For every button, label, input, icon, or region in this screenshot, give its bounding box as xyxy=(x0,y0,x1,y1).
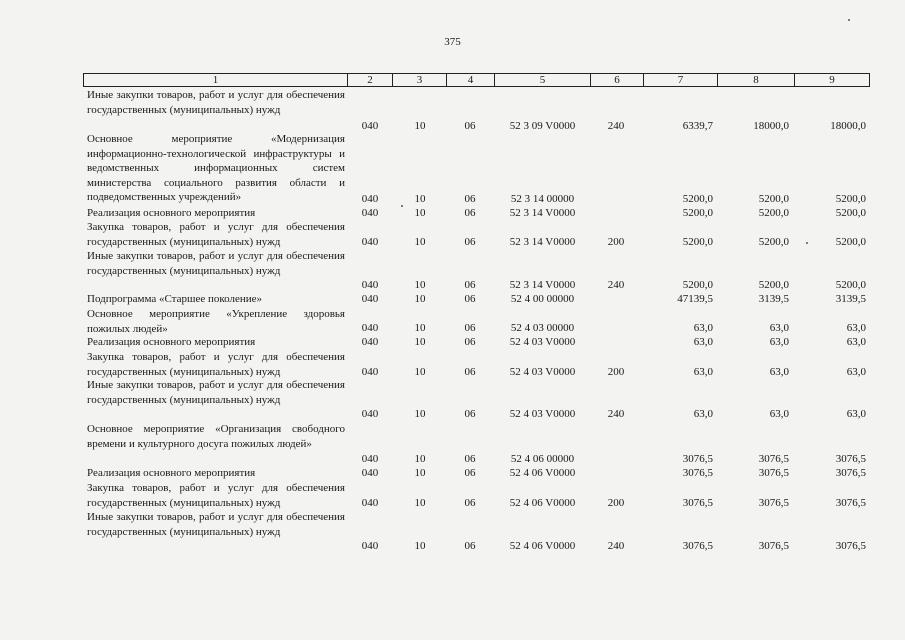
cell-subsection: 06 xyxy=(464,497,476,509)
cell-type: 240 xyxy=(607,408,625,420)
header-col-1: 1 xyxy=(83,73,347,87)
cell-sum-1: 47139,5 xyxy=(677,293,713,305)
cell-sum-2: 5200,0 xyxy=(758,236,789,248)
scan-speck xyxy=(806,242,808,244)
cell-subsection: 06 xyxy=(464,120,476,132)
cell-sum-2: 3076,5 xyxy=(758,540,789,552)
cell-sum-2: 63,0 xyxy=(769,408,789,420)
cell-sum-1: 63,0 xyxy=(693,366,713,378)
cell-sum-2: 3076,5 xyxy=(758,467,789,479)
header-col-6: 6 xyxy=(590,73,643,87)
cell-sum-2: 63,0 xyxy=(769,322,789,334)
cell-code: 040 xyxy=(361,193,379,205)
cell-type: 200 xyxy=(607,236,625,248)
cell-code: 040 xyxy=(361,336,379,348)
cell-type: 200 xyxy=(607,497,625,509)
cell-sum-1: 5200,0 xyxy=(682,279,713,291)
cell-sum-1: 5200,0 xyxy=(682,236,713,248)
cell-sum-3: 3139,5 xyxy=(835,293,866,305)
cell-subsection: 06 xyxy=(464,322,476,334)
cell-target: 52 3 14 00000 xyxy=(510,193,575,205)
cell-code: 040 xyxy=(361,453,379,465)
cell-section: 10 xyxy=(414,467,426,479)
cell-sum-3: 5200,0 xyxy=(835,236,866,248)
cell-target: 52 4 03 00000 xyxy=(510,322,575,334)
cell-sum-3: 5200,0 xyxy=(835,207,866,219)
cell-sum-2: 63,0 xyxy=(769,336,789,348)
cell-code: 040 xyxy=(361,120,379,132)
cell-section: 10 xyxy=(414,293,426,305)
cell-code: 040 xyxy=(361,540,379,552)
cell-sum-3: 5200,0 xyxy=(835,193,866,205)
cell-section: 10 xyxy=(414,408,426,420)
row-description: Иные закупки товаров, работ и услуг для обеспечения государственных (муниципальных) нужд xyxy=(87,250,345,277)
cell-target: 52 4 03 V0000 xyxy=(509,366,576,378)
row-description: Иные закупки товаров, работ и услуг для обеспечения государственных (муниципальных) нужд xyxy=(87,379,345,406)
row-description: Подпрограмма «Старшее поколение» xyxy=(87,293,263,305)
cell-type: 240 xyxy=(607,279,625,291)
cell-sum-1: 63,0 xyxy=(693,408,713,420)
cell-sum-2: 5200,0 xyxy=(758,193,789,205)
cell-target: 52 4 06 V0000 xyxy=(509,467,576,479)
cell-sum-1: 3076,5 xyxy=(682,453,713,465)
cell-section: 10 xyxy=(414,236,426,248)
cell-subsection: 06 xyxy=(464,207,476,219)
cell-target: 52 3 09 V0000 xyxy=(509,120,576,132)
cell-subsection: 06 xyxy=(464,293,476,305)
cell-code: 040 xyxy=(361,497,379,509)
cell-subsection: 06 xyxy=(464,540,476,552)
header-col-8: 8 xyxy=(717,73,794,87)
cell-code: 040 xyxy=(361,467,379,479)
cell-sum-1: 5200,0 xyxy=(682,207,713,219)
table-header xyxy=(83,73,870,87)
page-number: 375 xyxy=(444,36,461,48)
row-description: Реализация основного мероприятия xyxy=(87,207,256,219)
cell-code: 040 xyxy=(361,322,379,334)
cell-subsection: 06 xyxy=(464,408,476,420)
row-description: Основное мероприятие «Укрепление здоровья пожилых людей» xyxy=(87,308,345,335)
cell-code: 040 xyxy=(361,293,379,305)
cell-sum-2: 63,0 xyxy=(769,366,789,378)
cell-sum-3: 3076,5 xyxy=(835,467,866,479)
cell-subsection: 06 xyxy=(464,236,476,248)
cell-sum-2: 5200,0 xyxy=(758,279,789,291)
row-description: Закупка товаров, работ и услуг для обеспечения государственных (муниципальных) нужд xyxy=(87,351,345,378)
cell-section: 10 xyxy=(414,207,426,219)
cell-type: 240 xyxy=(607,540,625,552)
cell-code: 040 xyxy=(361,408,379,420)
cell-type: 200 xyxy=(607,366,625,378)
cell-sum-1: 5200,0 xyxy=(682,193,713,205)
cell-sum-3: 63,0 xyxy=(846,322,866,334)
cell-code: 040 xyxy=(361,207,379,219)
cell-sum-1: 63,0 xyxy=(693,322,713,334)
cell-sum-1: 63,0 xyxy=(693,336,713,348)
cell-sum-3: 5200,0 xyxy=(835,279,866,291)
cell-sum-2: 3076,5 xyxy=(758,497,789,509)
header-col-4: 4 xyxy=(446,73,494,87)
cell-sum-2: 18000,0 xyxy=(753,120,789,132)
cell-target: 52 4 06 V0000 xyxy=(509,497,576,509)
cell-code: 040 xyxy=(361,236,379,248)
row-description: Основное мероприятие «Модернизация информационно-технологической инфраструктуры и ведомственных информационных систем министерства социального развития области и подведомственных учреждений» xyxy=(87,133,345,203)
cell-sum-1: 3076,5 xyxy=(682,540,713,552)
cell-code: 040 xyxy=(361,366,379,378)
header-col-3: 3 xyxy=(392,73,446,87)
cell-sum-3: 18000,0 xyxy=(830,120,866,132)
cell-subsection: 06 xyxy=(464,279,476,291)
cell-type: 240 xyxy=(607,120,625,132)
cell-sum-2: 5200,0 xyxy=(758,207,789,219)
cell-sum-1: 3076,5 xyxy=(682,497,713,509)
cell-subsection: 06 xyxy=(464,193,476,205)
row-description: Закупка товаров, работ и услуг для обеспечения государственных (муниципальных) нужд xyxy=(87,221,345,248)
cell-section: 10 xyxy=(414,336,426,348)
cell-target: 52 4 06 V0000 xyxy=(509,540,576,552)
cell-subsection: 06 xyxy=(464,453,476,465)
header-col-7: 7 xyxy=(643,73,717,87)
row-description: Основное мероприятие «Организация свободного времени и культурного досуга пожилых людей» xyxy=(87,423,345,450)
cell-sum-2: 3076,5 xyxy=(758,453,789,465)
row-description: Реализация основного мероприятия xyxy=(87,336,256,348)
cell-target: 52 3 14 V0000 xyxy=(509,236,576,248)
cell-section: 10 xyxy=(414,322,426,334)
row-description: Реализация основного мероприятия xyxy=(87,467,256,479)
cell-section: 10 xyxy=(414,193,426,205)
cell-code: 040 xyxy=(361,279,379,291)
cell-subsection: 06 xyxy=(464,467,476,479)
row-description: Закупка товаров, работ и услуг для обеспечения государственных (муниципальных) нужд xyxy=(87,482,345,509)
cell-sum-2: 3139,5 xyxy=(758,293,789,305)
scan-speck xyxy=(848,19,850,21)
cell-section: 10 xyxy=(414,540,426,552)
row-description: Иные закупки товаров, работ и услуг для обеспечения государственных (муниципальных) нужд xyxy=(87,511,345,538)
cell-sum-3: 63,0 xyxy=(846,366,866,378)
cell-target: 52 4 03 V0000 xyxy=(509,408,576,420)
cell-target: 52 3 14 V0000 xyxy=(509,207,576,219)
cell-sum-3: 3076,5 xyxy=(835,453,866,465)
cell-target: 52 3 14 V0000 xyxy=(509,279,576,291)
cell-section: 10 xyxy=(414,120,426,132)
cell-section: 10 xyxy=(414,366,426,378)
header-col-9: 9 xyxy=(794,73,870,87)
cell-sum-3: 3076,5 xyxy=(835,497,866,509)
header-col-2: 2 xyxy=(347,73,392,87)
row-description: Иные закупки товаров, работ и услуг для обеспечения государственных (муниципальных) нужд xyxy=(87,89,345,116)
cell-sum-3: 63,0 xyxy=(846,408,866,420)
cell-sum-3: 3076,5 xyxy=(835,540,866,552)
cell-target: 52 4 06 00000 xyxy=(510,453,575,465)
cell-sum-3: 63,0 xyxy=(846,336,866,348)
cell-subsection: 06 xyxy=(464,366,476,378)
cell-target: 52 4 00 00000 xyxy=(510,293,575,305)
header-col-5: 5 xyxy=(494,73,590,87)
cell-subsection: 06 xyxy=(464,336,476,348)
cell-section: 10 xyxy=(414,497,426,509)
scan-speck xyxy=(401,205,403,207)
cell-target: 52 4 03 V0000 xyxy=(509,336,576,348)
cell-sum-1: 3076,5 xyxy=(682,467,713,479)
cell-sum-1: 6339,7 xyxy=(682,120,713,132)
cell-section: 10 xyxy=(414,453,426,465)
cell-section: 10 xyxy=(414,279,426,291)
